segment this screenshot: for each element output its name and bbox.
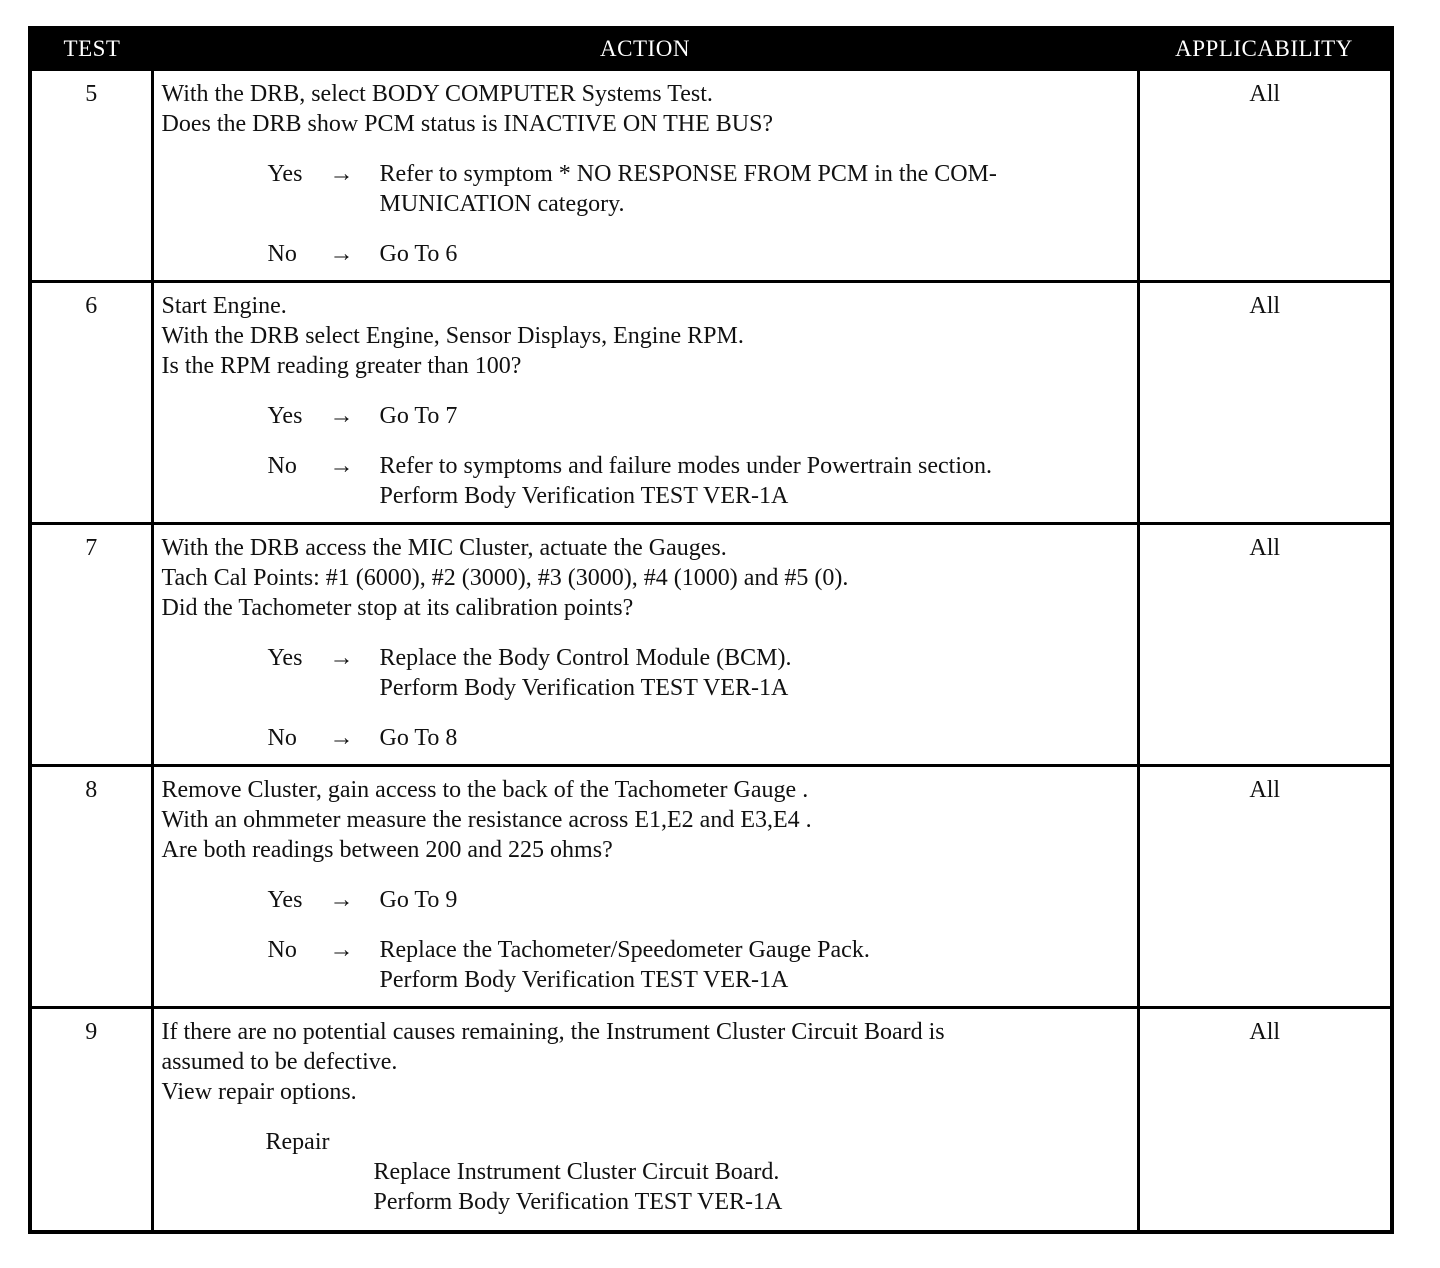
test-number: 9 [30, 1008, 152, 1232]
action-line: View repair options. [161, 1079, 357, 1105]
applicability-value: All [1138, 282, 1392, 524]
no-label: No [267, 241, 297, 267]
action-line: With the DRB select Engine, Sensor Displays, Engine RPM. [161, 323, 744, 349]
yes-response [268, 643, 1131, 703]
no-response [268, 239, 1131, 269]
response-text: Refer to symptom * NO RESPONSE FROM PCM in the COM- [379, 161, 997, 187]
no-response [268, 935, 1131, 995]
header-test: TEST [30, 28, 152, 70]
response-text: Go To 8 [379, 725, 458, 751]
no-label: No [267, 937, 297, 963]
action-cell [152, 1008, 1138, 1232]
yes-response [268, 885, 1131, 915]
action-line: Start Engine. [161, 293, 287, 319]
response-text: Refer to symptoms and failure modes under Powertrain section. [379, 453, 993, 479]
yes-response [268, 401, 1131, 431]
applicability-value: All [1138, 70, 1392, 282]
response-text: Perform Body Verification TEST VER-1A [379, 967, 789, 993]
applicability-value: All [1138, 524, 1392, 766]
arrow-icon: → [329, 453, 354, 479]
response-text: Go To 7 [379, 403, 458, 429]
repair-text: Perform Body Verification TEST VER-1A [373, 1189, 783, 1215]
action-line: With an ohmmeter measure the resistance across E1,E2 and E3,E4 . [161, 807, 812, 833]
action-cell [152, 282, 1138, 524]
repair-label: Repair [265, 1129, 330, 1155]
action-cell [152, 70, 1138, 282]
table-row [30, 766, 1392, 1008]
no-response [268, 723, 1131, 753]
arrow-icon: → [329, 161, 354, 187]
table-row [30, 524, 1392, 766]
header-applicability: APPLICABILITY [1138, 28, 1392, 70]
action-line: Is the RPM reading greater than 100? [161, 353, 522, 379]
response-text: Perform Body Verification TEST VER-1A [379, 675, 789, 701]
applicability-value: All [1138, 1008, 1392, 1232]
action-line: Does the DRB show PCM status is INACTIVE ON THE BUS? [161, 111, 774, 137]
yes-label: Yes [267, 645, 303, 671]
arrow-icon: → [329, 645, 354, 671]
arrow-icon: → [329, 725, 354, 751]
action-line: Tach Cal Points: #1 (6000), #2 (3000), #3 (3000), #4 (1000) and #5 (0). [161, 565, 849, 591]
response-text: Perform Body Verification TEST VER-1A [379, 483, 789, 509]
test-number: 8 [30, 766, 152, 1008]
response-text: MUNICATION category. [379, 191, 625, 217]
yes-label: Yes [267, 887, 303, 913]
arrow-icon: → [329, 241, 354, 267]
test-number: 5 [30, 70, 152, 282]
action-line: assumed to be defective. [161, 1049, 398, 1075]
yes-response [268, 159, 1131, 219]
applicability-value: All [1138, 766, 1392, 1008]
diagnostic-test-table [28, 26, 1394, 1234]
repair-text: Replace Instrument Cluster Circuit Board. [373, 1159, 780, 1185]
yes-label: Yes [267, 403, 303, 429]
test-number: 6 [30, 282, 152, 524]
action-cell [152, 524, 1138, 766]
table-header-row [30, 28, 1392, 70]
action-line: With the DRB access the MIC Cluster, actuate the Gauges. [161, 535, 727, 561]
response-text: Replace the Body Control Module (BCM). [379, 645, 792, 671]
action-line: Are both readings between 200 and 225 ohms? [161, 837, 613, 863]
arrow-icon: → [329, 887, 354, 913]
arrow-icon: → [329, 937, 354, 963]
test-number: 7 [30, 524, 152, 766]
table-row [30, 70, 1392, 282]
no-response [268, 451, 1131, 511]
yes-label: Yes [267, 161, 303, 187]
action-line: Remove Cluster, gain access to the back of the Tachometer Gauge . [161, 777, 809, 803]
header-action: ACTION [152, 28, 1138, 70]
action-line: Did the Tachometer stop at its calibration points? [161, 595, 634, 621]
action-cell [152, 766, 1138, 1008]
repair-section [266, 1127, 1131, 1217]
table-row [30, 282, 1392, 524]
action-line: If there are no potential causes remaining, the Instrument Cluster Circuit Board is [161, 1019, 945, 1045]
no-label: No [267, 725, 297, 751]
table-row [30, 1008, 1392, 1232]
no-label: No [267, 453, 297, 479]
action-line: With the DRB, select BODY COMPUTER Systems Test. [161, 81, 713, 107]
response-text: Replace the Tachometer/Speedometer Gauge Pack. [379, 937, 870, 963]
arrow-icon: → [329, 403, 354, 429]
response-text: Go To 6 [379, 241, 458, 267]
response-text: Go To 9 [379, 887, 458, 913]
